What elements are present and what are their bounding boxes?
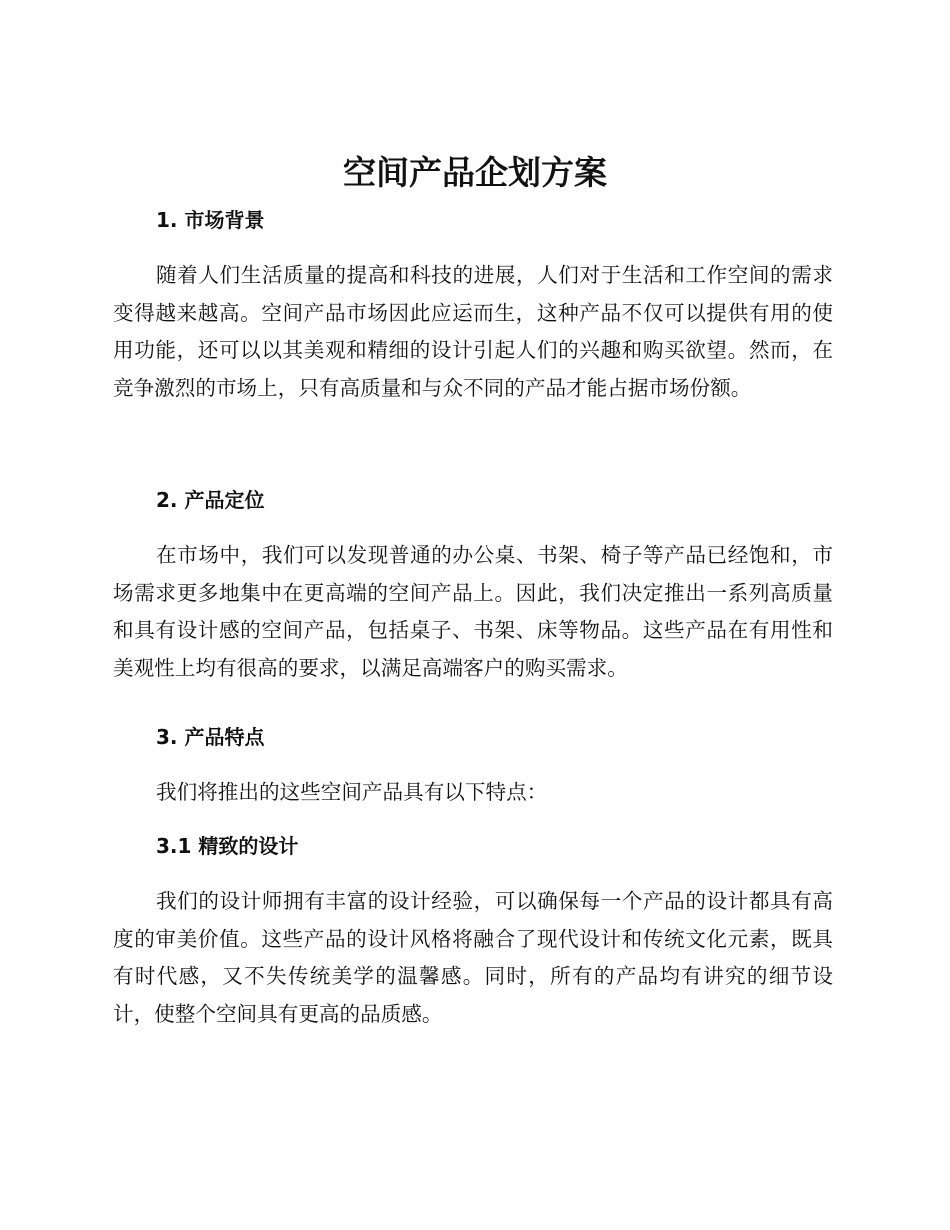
section-heading-product-features: 3. 产品特点 xyxy=(156,725,265,749)
section-heading-product-positioning: 2. 产品定位 xyxy=(156,488,265,512)
section-heading-market-background: 1. 市场背景 xyxy=(156,208,265,232)
section-paragraph-refined-design: 我们的设计师拥有丰富的设计经验，可以确保每一个产品的设计都具有高度的审美价值。这些产品的设计风格将融合了现代设计和传统文化元素，既具有时代感，又不失传统美学的温馨感。同时，所有的产品均有讲究的细节设计，使整个空间具有更高的品质感。 xyxy=(113,889,833,1026)
section-heading-refined-design: 3.1 精致的设计 xyxy=(156,834,299,858)
document-title: 空间产品企划方案 xyxy=(343,153,607,192)
section-paragraph-market-background: 随着人们生活质量的提高和科技的进展，人们对于生活和工作空间的需求变得越来越高。空间产品市场因此应运而生，这种产品不仅可以提供有用的使用功能，还可以以其美观和精细的设计引起人们的兴趣和购买欲望。然而，在竞争激烈的市场上，只有高质量和与众不同的产品才能占据市场份额。 xyxy=(113,263,833,400)
section-paragraph-product-features: 我们将推出的这些空间产品具有以下特点： xyxy=(156,780,548,804)
section-paragraph-product-positioning: 在市场中，我们可以发现普通的办公桌、书架、椅子等产品已经饱和，市场需求更多地集中在更高端的空间产品上。因此，我们决定推出一系列高质量和具有设计感的空间产品，包括桌子、书架、床等物品。这些产品在有用性和美观性上均有很高的要求，以满足高端客户的购买需求。 xyxy=(113,543,833,680)
